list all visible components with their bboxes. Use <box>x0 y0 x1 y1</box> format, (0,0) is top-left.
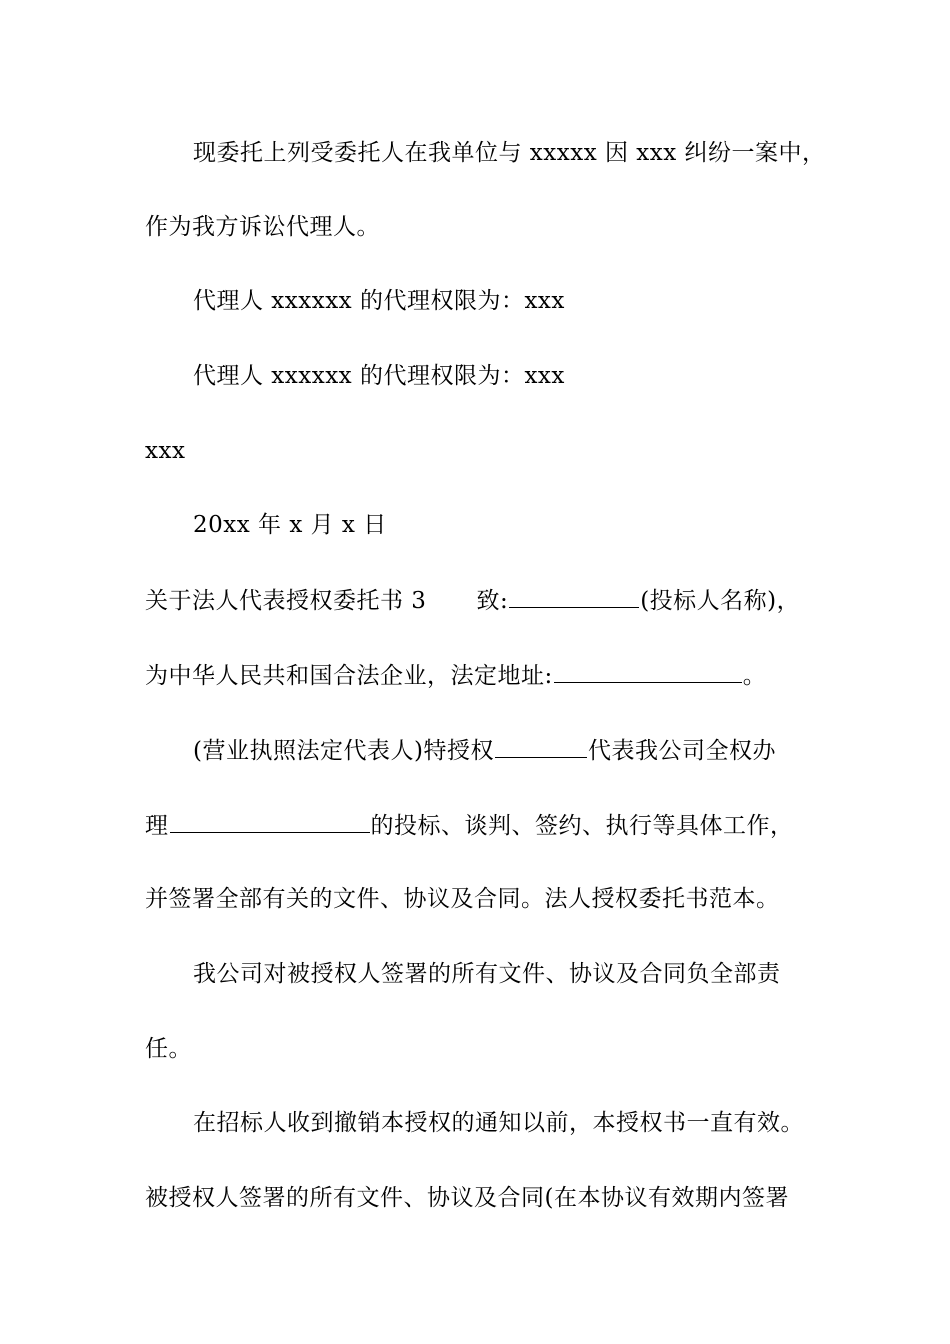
paragraph-line: 被授权人签署的所有文件、协议及合同(在本协议有效期内签署 <box>145 1185 789 1211</box>
paragraph-line <box>193 735 776 766</box>
paragraph-line: 作为我方诉讼代理人。 <box>145 214 380 240</box>
authorize-text: (营业执照法定代表人)特授权 <box>193 738 494 764</box>
paragraph-line: 代理人 xxxxxx 的代理权限为：xxx <box>193 363 565 389</box>
paragraph-line: 并签署全部有关的文件、协议及合同。法人授权委托书范本。 <box>145 886 780 912</box>
authorize-text-cont: 代表我公司全权办 <box>587 738 776 764</box>
agent-blank <box>495 735 587 758</box>
date-line: 20xx 年 x 月 x 日 <box>193 512 387 538</box>
paragraph-line: 代理人 xxxxxx 的代理权限为：xxx <box>193 288 565 314</box>
recipient-label: 致: <box>476 588 509 614</box>
heading-line <box>145 585 800 616</box>
handle-text-cont: 的投标、谈判、签约、执行等具体工作， <box>370 813 794 839</box>
handle-text: 理 <box>145 813 169 839</box>
address-label: 为中华人民共和国合法企业，法定地址: <box>145 663 553 689</box>
paragraph-line: 在招标人收到撤销本授权的通知以前，本授权书一直有效。 <box>193 1110 804 1136</box>
recipient-blank <box>509 585 639 608</box>
paragraph-line: xxx <box>145 438 186 464</box>
address-blank <box>554 660 742 683</box>
paragraph-line: 任。 <box>145 1036 192 1062</box>
recipient-note: (投标人名称)， <box>640 588 801 614</box>
project-blank <box>170 810 370 833</box>
paragraph-line <box>145 660 766 691</box>
paragraph-line <box>145 810 794 841</box>
paragraph-line: 现委托上列受委托人在我单位与 xxxxx 因 xxx 纠纷一案中， <box>193 140 826 166</box>
paragraph-line: 我公司对被授权人签署的所有文件、协议及合同负全部责 <box>193 961 781 987</box>
period: 。 <box>742 663 767 689</box>
document-heading: 关于法人代表授权委托书 3 <box>145 588 427 614</box>
